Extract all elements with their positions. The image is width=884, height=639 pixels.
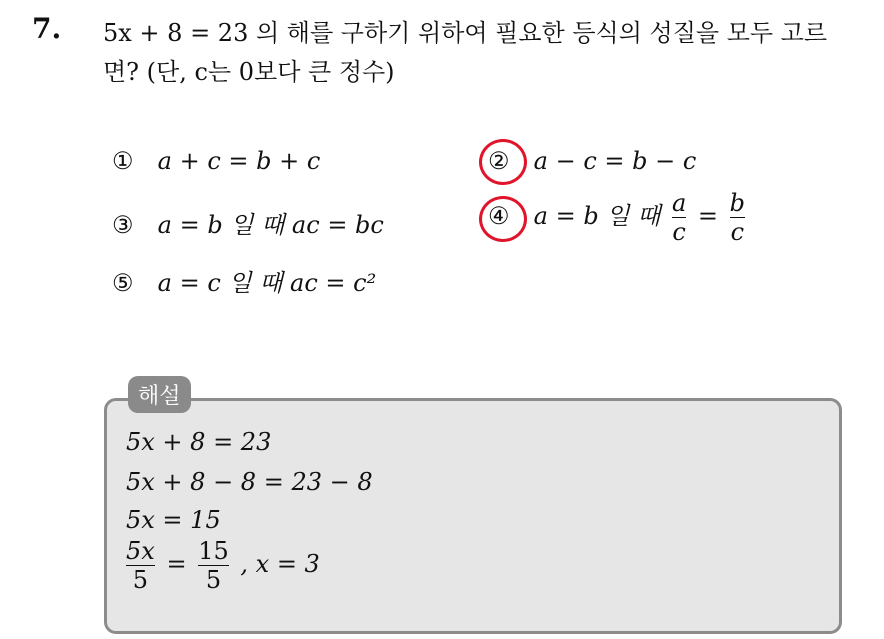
solution-line-2 (126, 468, 373, 496)
option-4-frac2-den: c (730, 218, 745, 246)
solution-frac2-den: 5 (205, 566, 222, 594)
option-4-frac1-num: a (671, 189, 687, 217)
option-3-expr: a = b 일 때 ac = bc (157, 211, 384, 239)
solution-line-1-text: 5x + 8 = 23 (126, 428, 272, 456)
solution-equals: = (166, 550, 187, 578)
option-1-expr: a + c = b + c (157, 147, 321, 175)
option-4-fraction-left (672, 190, 686, 245)
solution-frac1-den: 5 (132, 566, 149, 594)
option-3[interactable] (112, 205, 384, 240)
option-5-expr: a = c 일 때 ac = c² (157, 269, 377, 297)
option-4-frac1-den: c (672, 218, 686, 246)
question-line-2: 면? (단, c는 0보다 큰 정수) (103, 58, 395, 86)
question-line-1: 5x + 8 = 23 의 해를 구하기 위하여 필요한 등식의 성질을 모두 고르 (103, 19, 828, 47)
option-4-equals: = (697, 202, 719, 230)
question-number: 7. (32, 12, 62, 45)
option-5[interactable] (112, 263, 376, 298)
option-1[interactable] (112, 147, 320, 175)
option-4-expr-prefix: a = b 일 때 (533, 202, 661, 230)
option-5-number: ⑤ (112, 269, 134, 297)
option-4[interactable] (488, 190, 749, 245)
solution-frac1-num: 5x (126, 537, 155, 565)
option-3-number: ③ (112, 211, 134, 239)
solution-frac2-num: 15 (198, 537, 229, 565)
question-text (103, 14, 873, 92)
option-2-number: ② (488, 147, 510, 175)
option-4-number: ④ (488, 202, 510, 230)
solution-fraction-left (126, 538, 155, 593)
option-1-number: ① (112, 147, 134, 175)
option-4-fraction-right (730, 190, 745, 245)
option-2[interactable] (488, 147, 696, 175)
solution-final-suffix: , x = 3 (240, 550, 320, 578)
option-2-expr: a − c = b − c (533, 147, 697, 175)
solution-line-4 (126, 538, 320, 593)
solution-tag: 해설 (128, 376, 191, 413)
solution-line-2-text: 5x + 8 − 8 = 23 − 8 (126, 468, 373, 496)
solution-line-3 (126, 506, 221, 534)
solution-line-1 (126, 428, 271, 456)
solution-fraction-right (198, 538, 229, 593)
solution-line-3-text: 5x = 15 (126, 506, 221, 534)
option-4-frac2-num: b (729, 189, 746, 217)
